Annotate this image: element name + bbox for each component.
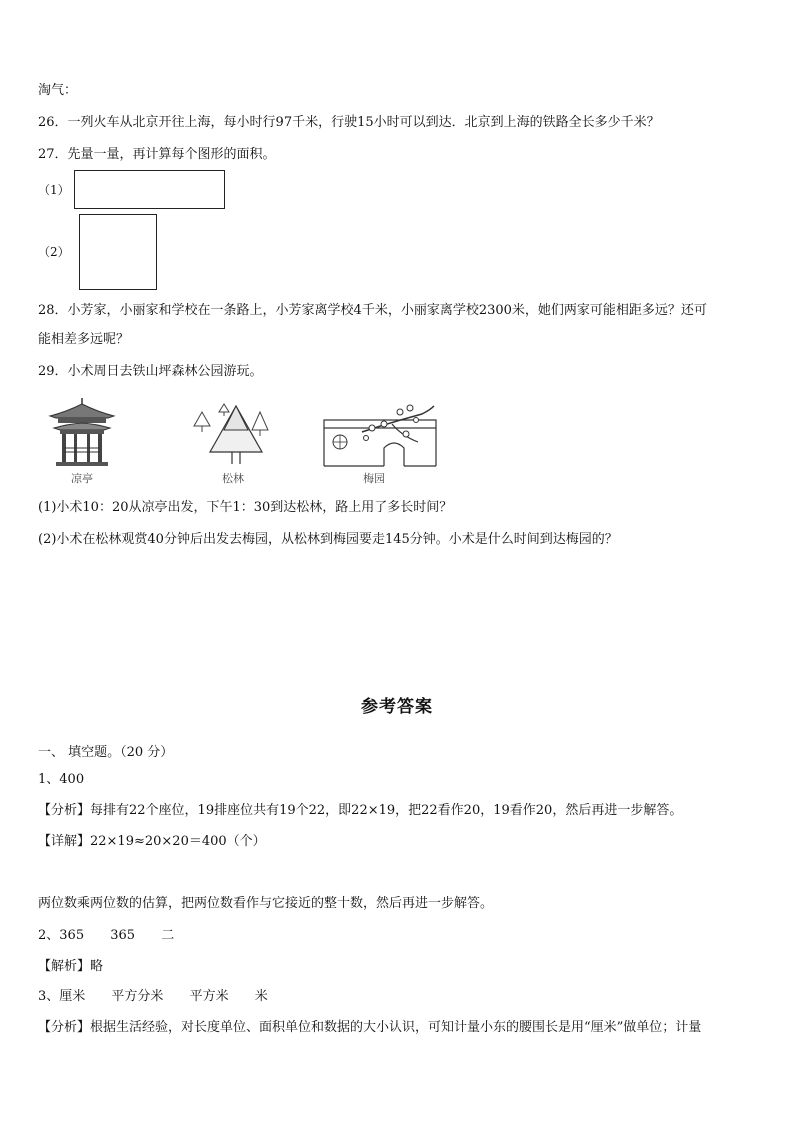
answers-title: 参考答案 xyxy=(361,697,433,717)
question-29-part1: (1)小术10：20从凉亭出发，下午1：30到达松林，路上用了多长时间？ xyxy=(38,500,453,515)
question-26: 26．一列火车从北京开往上海，每小时行97千米，行驶15小时可以到达．北京到上海的铁路全长多少千米？ xyxy=(38,115,660,130)
text-line: 淘气： xyxy=(38,83,78,98)
answer-1-detail: 【详解】22×19≈20×20＝400（个） xyxy=(38,834,266,849)
pavilion-caption: 凉亭 xyxy=(71,472,93,485)
question-29-part2: (2)小术在松林观赏40分钟后出发去梅园，从松林到梅园要走145分钟。小术是什么时间到达梅园的？ xyxy=(38,532,618,547)
answer-3 xyxy=(38,988,268,1006)
answer-1: 1、400 xyxy=(38,772,85,787)
answer-2-value-3: 二 xyxy=(161,928,175,943)
answer-3-value-3: 平方米 xyxy=(189,989,229,1004)
pine-forest-caption: 松林 xyxy=(222,472,244,485)
figure-label-2: （2） xyxy=(38,245,70,259)
answer-3-value-1: 3、厘米 xyxy=(38,989,86,1004)
rectangle-figure xyxy=(74,170,225,209)
square-figure xyxy=(79,214,157,290)
answer-3-value-4: 米 xyxy=(254,989,268,1004)
answer-2-value-2: 365 xyxy=(110,928,136,943)
answer-1-analysis: 【分析】每排有22个座位，19排座位共有19个22，即22×19，把22看作20，19看作20，然后再进一步解答。 xyxy=(38,803,683,818)
section-heading: 一、 填空题。（20 分） xyxy=(38,745,174,760)
answer-3-value-2: 平方分米 xyxy=(111,989,164,1004)
answer-2-value-1: 2、365 xyxy=(38,928,85,943)
plum-garden-image xyxy=(322,402,440,468)
answer-3-analysis: 【分析】根据生活经验，对长度单位、面积单位和数据的大小认识，可知计量小东的腰围长是用“厘米”做单位；计量 xyxy=(38,1020,702,1035)
question-28-line2: 能相差多远呢？ xyxy=(38,332,130,347)
figure-label-1: （1） xyxy=(38,183,70,197)
answer-1-summary: 两位数乘两位数的估算，把两位数看作与它接近的整十数，然后再进一步解答。 xyxy=(38,896,494,911)
answer-2-analysis: 【解析】略 xyxy=(38,959,104,974)
pavilion-image xyxy=(46,396,118,468)
question-28-line1: 28．小芳家，小丽家和学校在一条路上，小芳家离学校4千米，小丽家离学校2300米，她们两家可能相距多远？还可 xyxy=(38,303,707,318)
question-27: 27．先量一量，再计算每个图形的面积。 xyxy=(38,147,276,162)
plum-garden-caption: 梅园 xyxy=(363,472,385,485)
answer-2 xyxy=(38,927,174,945)
pine-forest-image xyxy=(188,400,278,468)
question-29: 29．小术周日去铁山坪森林公园游玩。 xyxy=(38,364,263,379)
